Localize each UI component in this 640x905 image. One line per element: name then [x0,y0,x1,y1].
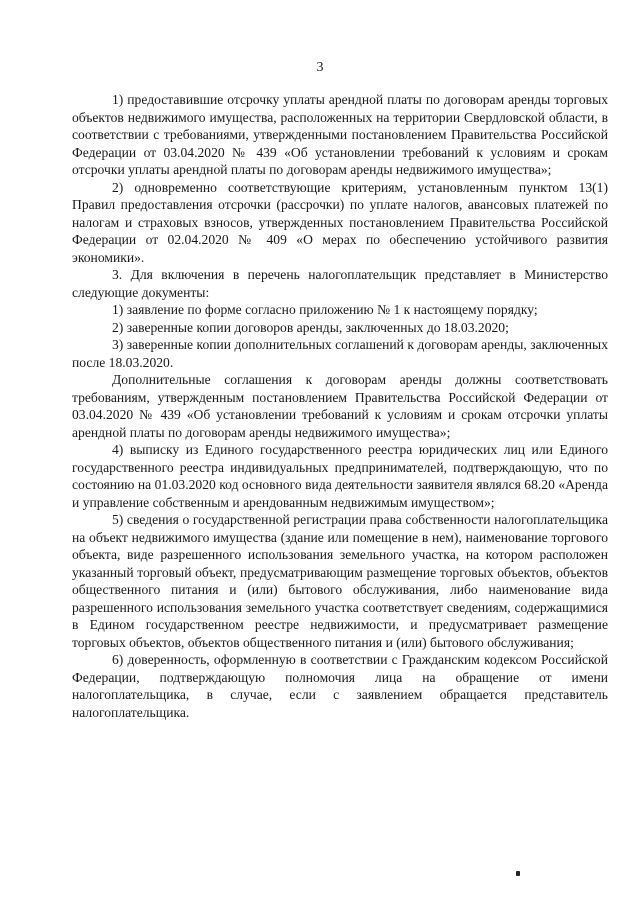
scan-dot-mark [516,871,520,876]
paragraph-item-1-landlords-deferral: 1) предоставившие отсрочку уплаты арендной платы по договорам аренды торговых объектов недвижимого имущества, расположенных на территории Свердловской области, в соответствии с требованиями, утвержденными постановлением Правительства Российской Федерации от 03.04.2020 № 439 «Об установлении требований к условиям и срокам отсрочки уплаты арендной платы по договорам аренды недвижимого имущества»; [72,92,608,177]
paragraph-doc-6-power-of-attorney: 6) доверенность, оформленную в соответствии с Гражданским кодексом Российской Федерации, подтверждающую полномочия лица на обращение от имени налогоплательщика, в случае, если с заявлением обращается представитель налогоплательщика. [72,652,608,720]
paragraph-doc-1-application: 1) заявление по форме согласно приложению № 1 к настоящему порядку; [112,302,538,317]
paragraph-doc-4-registry-extract: 4) выписку из Единого государственного реестра юридических лиц или Единого государственного реестра индивидуальных предпринимателей, подтверждающую, что по состоянию на 01.03.2020 код основного вида деятельности заявителя являлся 68.20 «Аренда и управление собственным и арендованным недвижимым имуществом»; [72,442,608,510]
paragraph-item-2-criteria: 2) одновременно соответствующие критериям, установленным пунктом 13(1) Правил предоставления отсрочки (рассрочки) по уплате налогов, авансовых платежей по налогам и страховых взносов, утвержденных постановлением Правительства Российской Федерации от 02.04.2020 № 409 «О мерах по обеспечению устойчивого развития экономики». [72,179,608,265]
paragraph-agreements-requirements: Дополнительные соглашения к договорам аренды должны соответствовать требованиям, утвержденным постановлением Правительства Российской Федерации от 03.04.2020 № 439 «Об установлении требований к условиям и срокам отсрочки уплаты арендной платы по договорам аренды недвижимого имущества»; [72,372,608,440]
paragraph-doc-5-ownership-info: 5) сведения о государственной регистрации права собственности налогоплательщика на объект недвижимого имущества (здание или помещение в нем), наименование торгового объекта, виде разрешенного использования земельного участка, на котором расположен указанный торговый объект, предусматривающим размещение торговых объектов, объектов общественного питания и (или) бытового обслуживания, либо наименование вида разрешенного использования земельного участка соответствует сведениям, содержащимися в Едином государственном реестре недвижимости, и предусматривает размещение торговых объектов, объектов общественного питания и (или) бытового обслуживания; [72,512,608,650]
paragraph-section-3-documents: 3. Для включения в перечень налогоплательщик представляет в Министерство следующие документы: [72,267,608,300]
paragraph-doc-3-supplementary-agreements: 3) заверенные копии дополнительных соглашений к договорам аренды, заключенных после 18.03.2020. [72,337,608,370]
document-body [72,91,608,721]
page-number: 3 [316,60,324,75]
paragraph-doc-2-lease-copies: 2) заверенные копии договоров аренды, заключенных до 18.03.2020; [112,319,509,335]
